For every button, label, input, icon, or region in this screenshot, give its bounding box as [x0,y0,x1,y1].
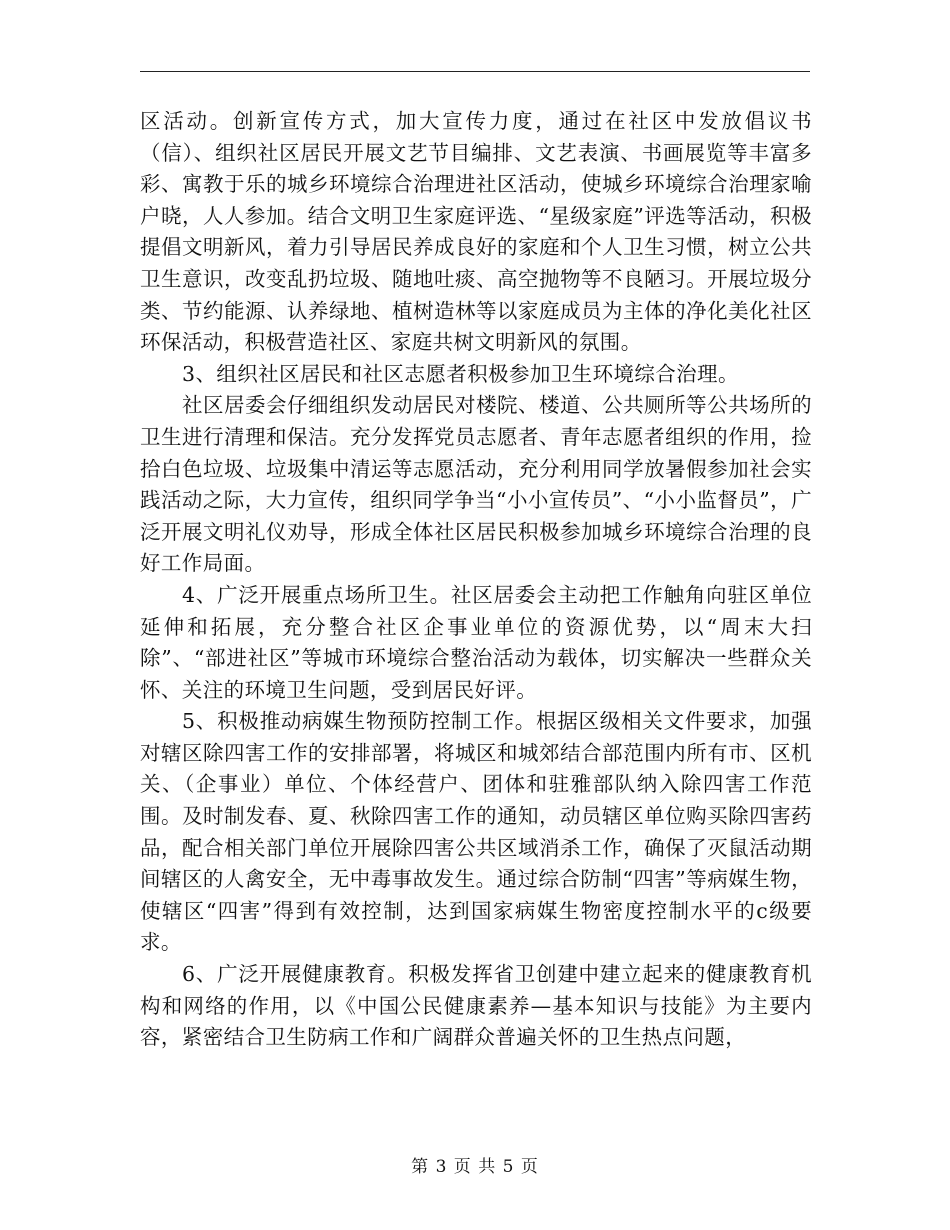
paragraph-1: 区活动。创新宣传方式，加大宣传力度，通过在社区中发放倡议书（信）、组织社区居民开展文艺节目编排、文艺表演、书画展览等丰富多彩、寓教于乐的城乡环境综合治理进社区活动，使城乡环境综合治理家喻户晓，人人参加。结合文明卫生家庭评选、“星级家庭”评选等活动，积极提倡文明新风，着力引导居民养成良好的家庭和个人卫生习惯，树立公共卫生意识，改变乱扔垃圾、随地吐痰、高空抛物等不良陋习。开展垃圾分类、节约能源、认养绿地、植树造林等以家庭成员为主体的净化美化社区环保活动，积极营造社区、家庭共树文明新风的氛围。 [140,109,812,355]
paragraph-5: 5、积极推动病媒生物预防控制工作。根据区级相关文件要求，加强对辖区除四害工作的安排部署，将城区和城郊结合部范围内所有市、区机关、（企事业）单位、个体经营户、团体和驻雅部队纳入除四害工作范围。及时制发春、夏、秋除四害工作的通知，动员辖区单位购买除四害药品，配合相关部门单位开展除四害公共区域消杀工作，确保了灭鼠活动期间辖区的人禽安全，无中毒事故发生。通过综合防制“四害”等病媒生物，使辖区“四害”得到有效控制，达到国家病媒生物密度控制水平的c级要求。 [140,709,812,955]
paragraph-2: 3、组织社区居民和社区志愿者积极参加卫生环境综合治理。 [182,361,739,386]
paragraph-3: 社区居委会仔细组织发动居民对楼院、楼道、公共厕所等公共场所的卫生进行清理和保洁。充分发挥党员志愿者、青年志愿者组织的作用，捡拾白色垃圾、垃圾集中清运等志愿活动，充分利用同学放暑假参加社会实践活动之际，大力宣传，组织同学争当“小小宣传员”、“小小监督员”，广泛开展文明礼仪劝导，形成全体社区居民积极参加城乡环境综合治理的良好工作局面。 [140,393,812,576]
header-rule [140,71,810,72]
paragraph-4: 4、广泛开展重点场所卫生。社区居委会主动把工作触角向驻区单位延伸和拓展，充分整合社区企事业单位的资源优势，以“周末大扫除”、“部进社区”等城市环境综合整治活动为载体，切实解决一些群众关怀、关注的环境卫生问题，受到居民好评。 [140,582,812,702]
paragraph-6: 6、广泛开展健康教育。积极发挥省卫创建中建立起来的健康教育机构和网络的作用，以《中国公民健康素养—基本知识与技能》为主要内容，紧密结合卫生防病工作和广阔群众普遍关怀的卫生热点问题， [140,962,812,1050]
document-body [140,106,812,1054]
page-number: 第 3 页 共 5 页 [411,1157,539,1177]
